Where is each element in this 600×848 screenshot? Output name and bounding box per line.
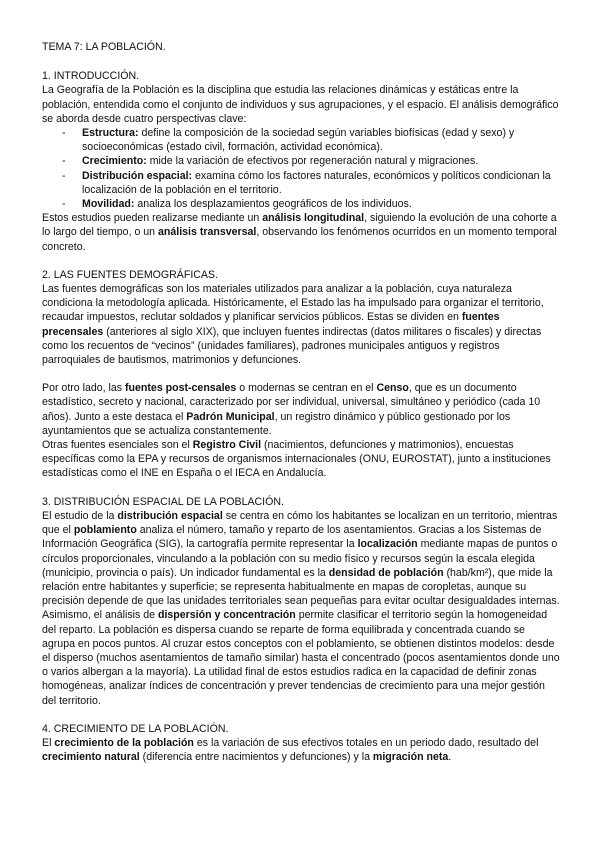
list-item: - Movilidad: analiza los desplazamientos geográficos de los individuos.: [62, 198, 412, 211]
section-4-paragraph-1: El crecimiento de la población es la variación de sus efectivos totales en un periodo dado, resultado del crecimiento natural (diferencia entre nacimientos y defunciones) y la migración neta.: [42, 736, 539, 764]
paragraph-gap: [42, 367, 560, 381]
section-2-paragraph-1: Las fuentes demográficas son los materiales utilizados para analizar a la población, cuya naturaleza condiciona la metodología aplicada. Históricamente, el Estado las ha impulsado para organizar el territorio, recaudar impuestos, reclutar soldados y planificar servicios públicos. Estas se dividen en fuentes precensales (anteriores al siglo XIX), que incluyen fuentes indirectas (datos militares o fiscales) y directas como los recuentos de “vecinos” (unidades familiares), padrones municipales antiguos y registros parroquiales de bautismos, matrimonios y defunciones.: [42, 283, 544, 367]
section-4-heading: 4. CRECIMIENTO DE LA POBLACIÓN.: [42, 722, 229, 735]
section-1-intro: La Geografía de la Población es la disciplina que estudia las relaciones dinámicas y estáticas entre la población, entendida como el conjunto de individuos y sus agrupaciones, y el espacio. El análisis demográfico se aborda desde cuatro perspectivas clave:: [42, 84, 559, 125]
section-3-paragraph-1: El estudio de la distribución espacial se centra en cómo los habitantes se localizan en un territorio, mientras que el poblamiento analiza el número, tamaño y reparto de los asentamientos. Gracias a los Sistemas de Información Geográfica (SIG), la cartografía permite representar la localización mediante mapas de puntos o círculos proporcionales, vinculando a la población con su medio físico y recursos según la escala elegida (municipio, provincia o país). Un indicador fundamental es la densidad de población (hab/km²), que mide la relación entre habitantes y superficie; se representa habitualmente en mapas de coropletas, aunque su precisión depende de que las unidades territoriales sean pequeñas para evitar ocultar desigualdades internas.: [42, 509, 560, 608]
section-2-paragraph-3: Otras fuentes esenciales son el Registro Civil (nacimientos, defunciones y matrimonios), encuestas específicas como la EPA y recursos de organismos internacionales (ONU, EUROSTAT), junto a instituciones estadísticas como el INE en España o el IECA en Andalucía.: [42, 439, 551, 480]
section-2-heading: 2. LAS FUENTES DEMOGRÁFICAS.: [42, 268, 219, 281]
document-title: TEMA 7: LA POBLACIÓN.: [42, 41, 166, 53]
list-item: - Estructura: define la composición de la sociedad según variables biofísicas (edad y sexo) y socioeconómicas (estado civil, formación, actividad económica).: [62, 127, 515, 154]
section-1-heading: 1. INTRODUCCIÓN.: [42, 70, 140, 83]
section-3-heading: 3. DISTRIBUCIÓN ESPACIAL DE LA POBLACIÓN.: [42, 495, 284, 508]
section-1-closing: Estos estudios pueden realizarse mediante un análisis longitudinal, siguiendo la evolución de una cohorte a lo largo del tiempo, o un análisis transversal, observando los fenómenos ocurridos en un momento temporal concreto.: [42, 212, 557, 253]
section-3-paragraph-2: Asimismo, el análisis de dispersión y concentración permite clasificar el territorio según la homogeneidad del reparto. La población es dispersa cuando se reparte de forma equilibrada y concentrada cuando se agrupa en pocos puntos. Al cruzar estos conceptos con el poblamiento, se obtienen distintos modelos: desde el disperso (muchos asentamientos de tamaño similar) hasta el concentrado (pocos asentamientos donde uno o varios albergan a la mayoría). La utilidad final de estos estudios radica en la capacidad de definir zonas homogéneas, analizar índices de concentración y prever tendencias de crecimiento para una mejor gestión del territorio.: [42, 609, 560, 707]
list-item: - Crecimiento: mide la variación de efectivos por regeneración natural y migraciones.: [62, 155, 479, 168]
list-item: - Distribución espacial: examina cómo los factores naturales, económicos y políticos condicionan la localización de la población en el territorio.: [62, 169, 551, 196]
section-2-paragraph-2: Por otro lado, las fuentes post-censales o modernas se centran en el Censo, que es un documento estadístico, secreto y nacional, caracterizado por ser individual, universal, simultáneo y periódico (cada 10 años). Junto a este destaca el Padrón Municipal, un registro dinámico y público gestionado por los ayuntamientos que se actualiza constantemente.: [42, 382, 541, 437]
perspectives-list: [42, 126, 560, 211]
